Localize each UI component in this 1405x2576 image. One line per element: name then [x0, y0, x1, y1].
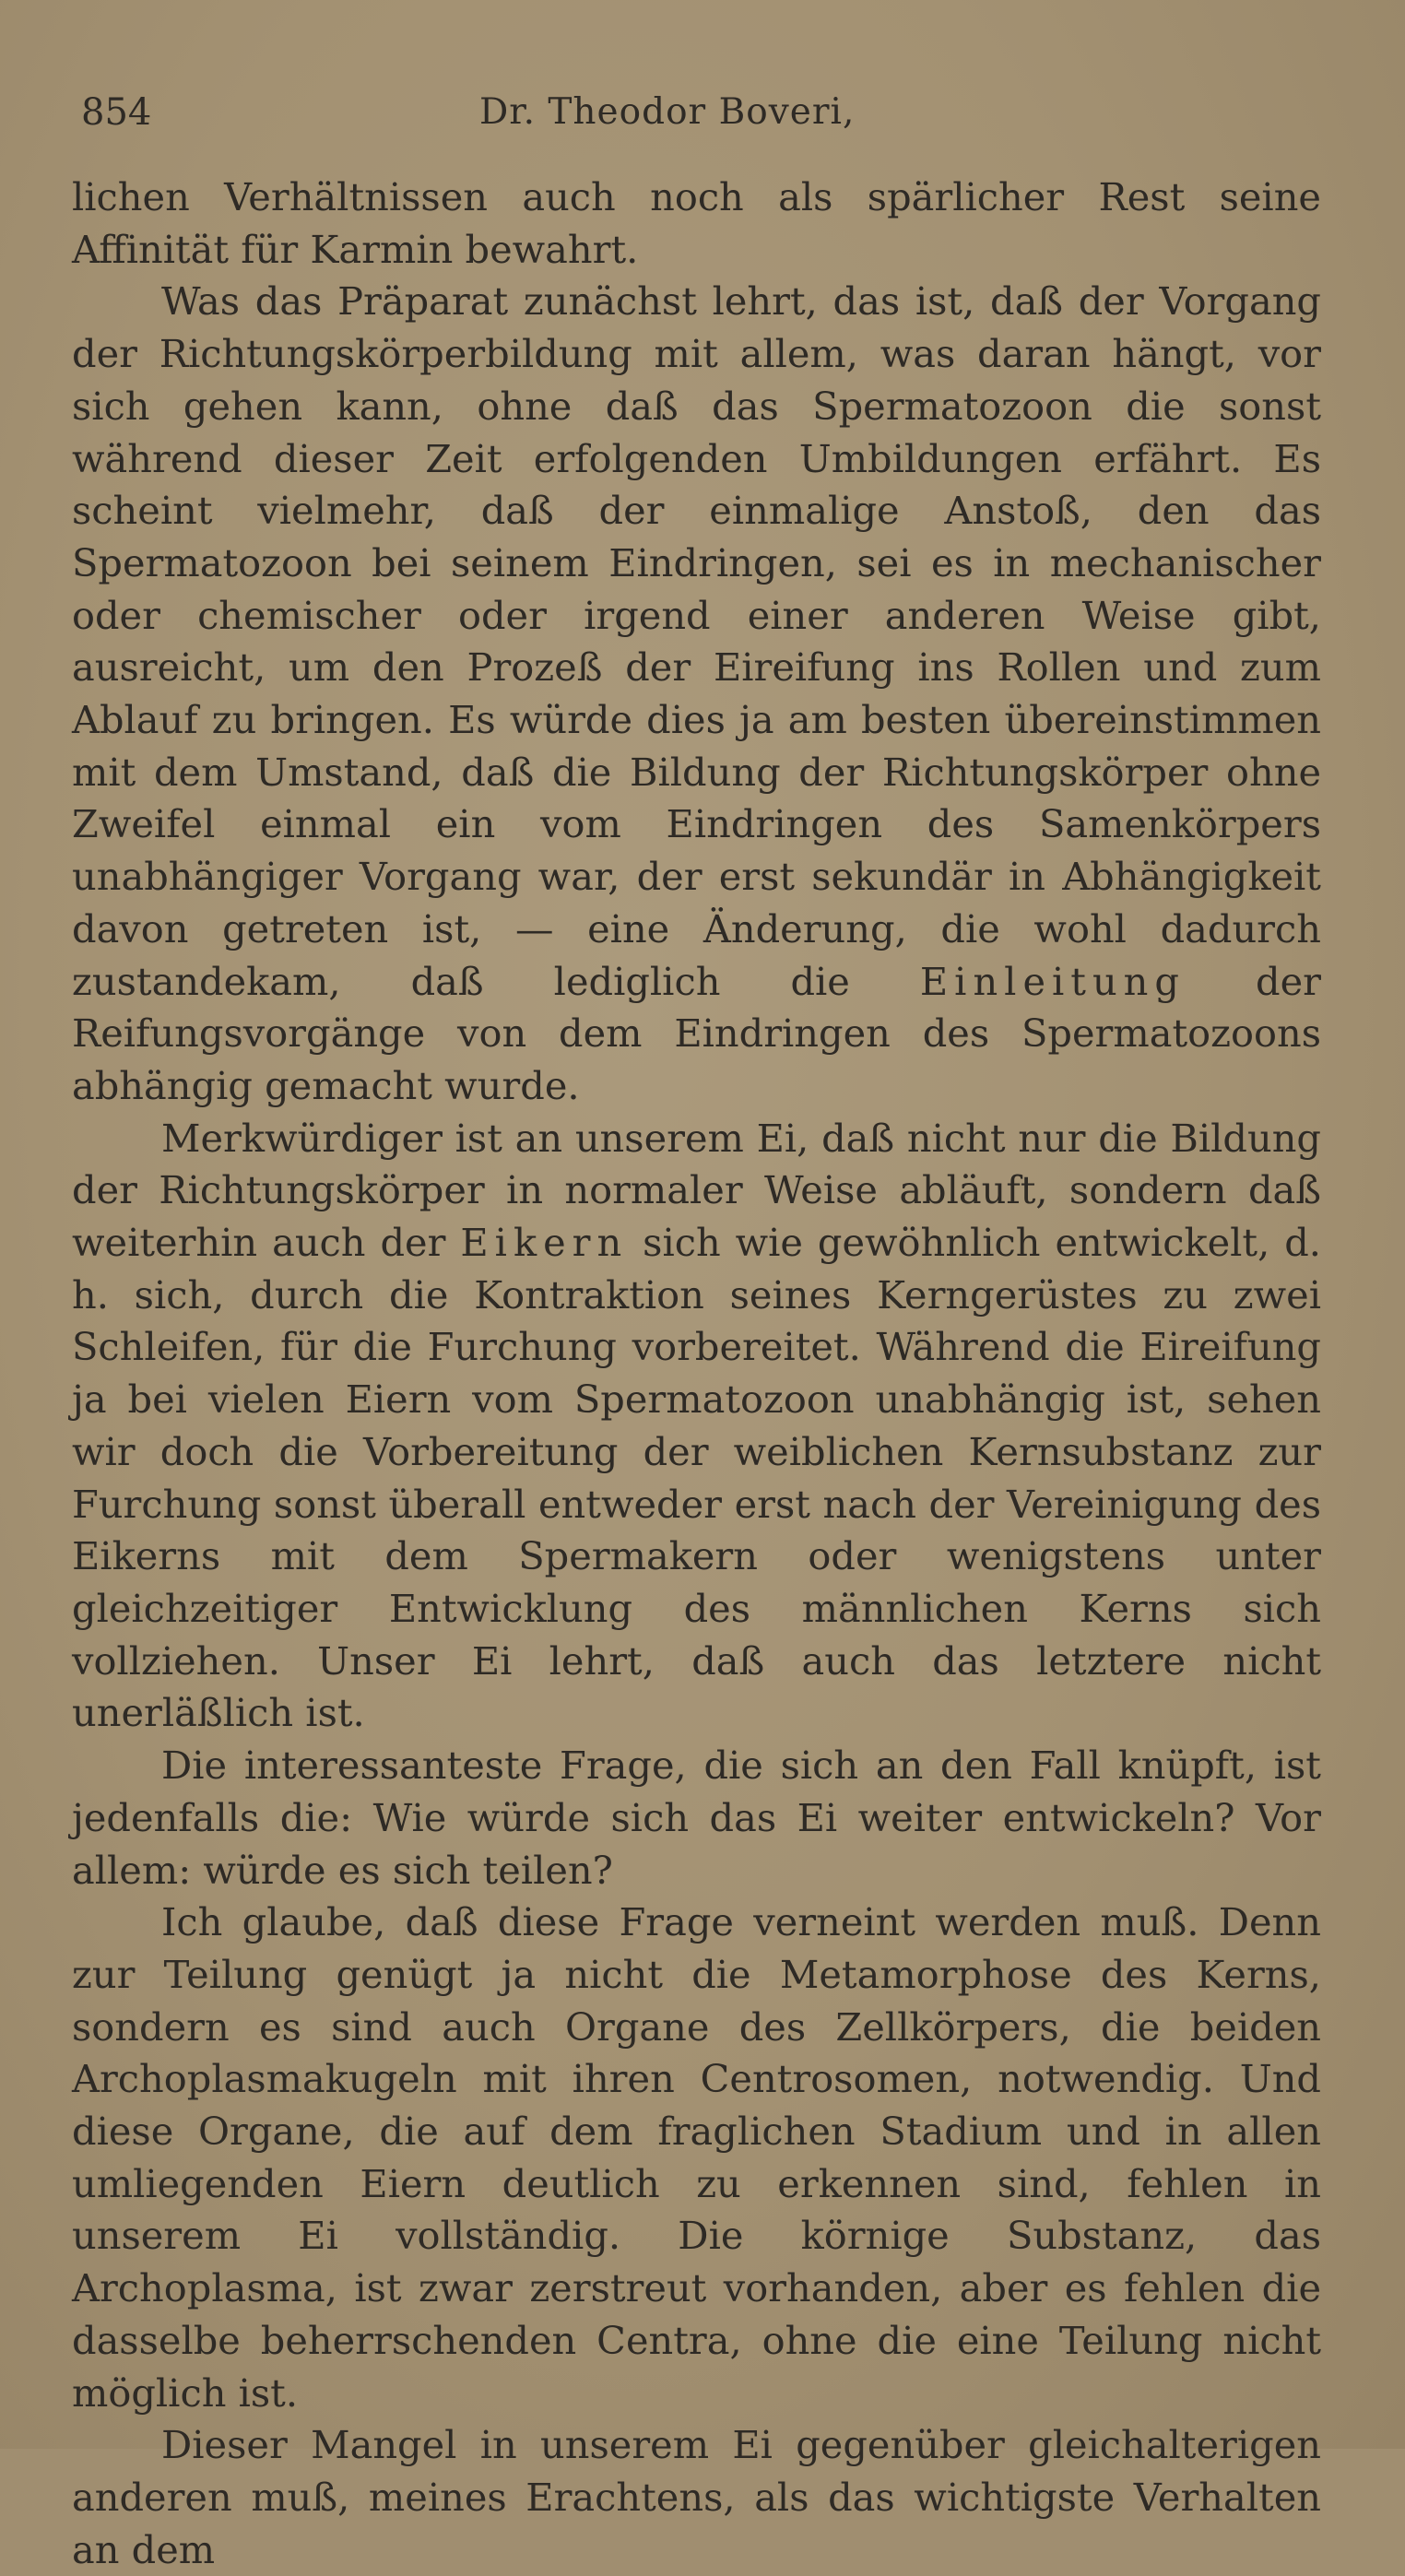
- paragraph-2: [72, 276, 1321, 1112]
- paragraph-3: [72, 1113, 1321, 1740]
- spaced-emphasis: Eikern: [460, 1220, 629, 1266]
- paragraph-3-text-start: Merkwürdiger ist an unserem Ei, daß nicht nur die Bildung der Richtungskörper in normaler Weise abläuft, sondern daß weiterhin auch der: [72, 1115, 1321, 1266]
- paragraph-1: lichen Verhältnissen auch noch als spärlicher Rest seine Affinität für Karmin bewahrt.: [72, 174, 1321, 272]
- paragraph-2-text-end: der Reifungsvorgänge von dem Eindringen des Spermatozoons abhängig gemacht wurde.: [72, 958, 1321, 1108]
- paragraph-3-text-end: sich wie gewöhnlich entwickelt, d. h. sich, durch die Kontraktion seines Kerngerüstes zu zwei Schleifen, für die Furchung vorbereitet. Während die Eireifung ja bei vielen Eiern vom Spermatozoon unabhängig ist, sehen wir doch die Vorbereitung der weiblichen Kernsubstanz zur Furchung sonst überall entweder erst nach der Vereinigung des Eikerns mit dem Spermakern oder wenigstens unter gleichzeitiger Entwicklung des männlichen Kerns sich vollziehen. Unser Ei lehrt, daß auch das letztere nicht unerläßlich ist.: [72, 1220, 1321, 1736]
- running-head: Dr. Theodor Boveri,: [479, 91, 856, 133]
- page-number: 854: [81, 91, 152, 134]
- page-header: [81, 85, 1307, 140]
- paragraph-6: Dieser Mangel in unserem Ei gegenüber gleichalterigen anderen muß, meines Erachtens, als das wichtigste Verhalten an dem: [72, 2422, 1321, 2572]
- paragraph-2-text-start: Was das Präparat zunächst lehrt, das ist, daß der Vorgang der Richtungskörperbildung mit allem, was daran hängt, vor sich gehen kann, ohne daß das Spermatozoon die sonst während dieser Zeit erfolgenden Umbildungen erfährt. Es scheint vielmehr, daß der einmalige Anstoß, den das Spermatozoon bei seinem Eindringen, sei es in mechanischer oder chemischer oder irgend einer anderen Weise gibt, ausreicht, um den Prozeß der Eireifung ins Rollen und zum Ablauf zu bringen. Es würde dies ja am besten übereinstimmen mit dem Umstand, daß die Bildung der Richtungskörper ohne Zweifel einmal ein vom Eindringen des Samenkörpers unabhängiger Vorgang war, der erst sekundär in Abhängigkeit davon getreten ist, — eine Änderung, die wohl dadurch zustandekam, daß lediglich die: [72, 278, 1321, 1004]
- body-text: [72, 171, 1321, 2576]
- spaced-emphasis: Einleitung: [919, 958, 1186, 1004]
- paragraph-4: Die interessanteste Frage, die sich an den Fall knüpft, ist jedenfalls die: Wie würde sich das Ei weiter entwickeln? Vor allem: würde es sich teilen?: [72, 1743, 1321, 1893]
- paragraph-5: Ich glaube, daß diese Frage verneint werden muß. Denn zur Teilung genügt ja nicht die Metamorphose des Kerns, sondern es sind auch Organe des Zellkörpers, die beiden Archoplasmakugeln mit ihren Centrosomen, notwendig. Und diese Organe, die auf dem fraglichen Stadium und in allen umliegenden Eiern deutlich zu erkennen sind, fehlen in unserem Ei vollständig. Die körnige Substanz, das Archoplasma, ist zwar zerstreut vorhanden, aber es fehlen die dasselbe beherrschenden Centra, ohne die eine Teilung nicht möglich ist.: [72, 1899, 1321, 2416]
